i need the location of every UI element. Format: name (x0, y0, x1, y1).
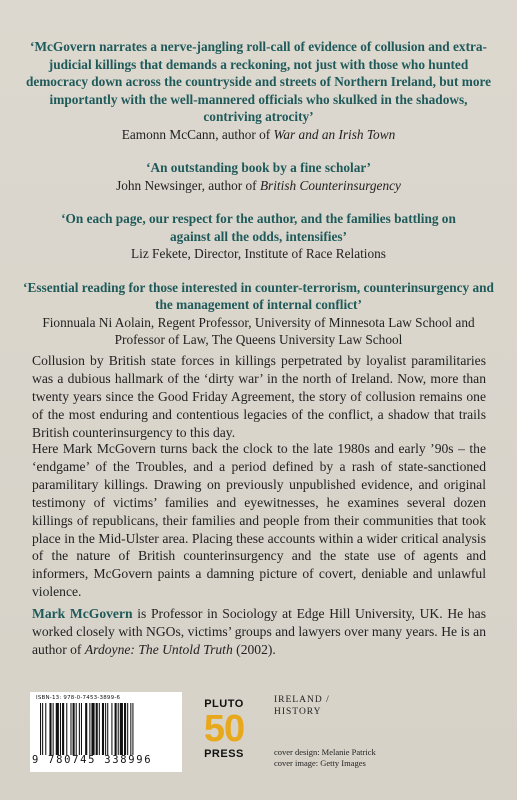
barcode-bar (49, 703, 51, 755)
barcode-bar (42, 703, 43, 755)
endorsement-2 (20, 159, 497, 194)
barcode-bar (118, 703, 119, 755)
barcode-bar (73, 703, 75, 755)
barcode-bar (124, 703, 126, 755)
barcode-bar (111, 703, 112, 755)
barcode-bars (40, 703, 172, 755)
attribution-author: Eamonn McCann, author of (121, 126, 274, 142)
category-line-1: IRELAND / (274, 695, 330, 705)
endorsement-4 (20, 279, 497, 349)
endorsement-3 (20, 210, 497, 263)
barcode-bar (130, 703, 131, 755)
barcode-bar (81, 703, 82, 755)
barcode-bar (105, 703, 106, 755)
barcode-bar (120, 703, 123, 755)
blurb-paragraph-2: Here Mark McGovern turns back the clock to the late 1980s and early ’90s – the ‘endgame’ of the Troubles, and a period defined by a rash of state-sanctioned paramilitary killings. Drawing on previously unpublished evidence, and original testimony of victims’ families and eyewitnesses, he examines several dozen killings of republicans, their families and people from their communities that took place in the Mid-Ulster area. Placing these accounts within a wider critical analysis of the nature of British counterinsurgency and the state use of agents and informers, McGovern paints a damning picture of covert, deniable and unlawful violence. (32, 441, 486, 600)
attribution-book: British Counterinsurgency (259, 177, 401, 193)
blurb-paragraph-1: Collusion by British state forces in killings perpetrated by loyalist paramilitaries was a dubious hallmark of the ‘dirty war’ in the north of Ireland. Now, more than twenty years since the Good Friday Agreement, the story of collusion remains one of the most enduring and contentious legacies of the conflict, a shadow that trails British counterinsurgency to this day. (32, 353, 486, 440)
barcode-bar (102, 703, 104, 755)
author-bio (32, 605, 486, 659)
publisher-logo (196, 698, 252, 760)
endorsement-quote: ‘Essential reading for those interested in counter-terrorism, counterinsurgency and the management of internal conflict’ (23, 279, 494, 312)
bio-text-end: (2002). (232, 641, 276, 657)
barcode-bar (127, 703, 128, 755)
author-name: Mark McGovern (32, 606, 133, 621)
subject-category (274, 694, 330, 718)
barcode-bar (89, 703, 90, 755)
endorsement-attribution (20, 177, 497, 195)
barcode-bar (132, 703, 133, 755)
barcode-bar (62, 703, 64, 755)
barcode-digits: 9 780745 338996 (32, 754, 153, 766)
barcode-bar (70, 703, 71, 755)
barcode-bar (56, 703, 59, 755)
endorsement-quote: ‘McGovern narrates a nerve-jangling roll-call of evidence of collusion and extra-judicial killings that demands a reckoning, not just with those who hunted democracy down across the countryside and streets of Northern Ireland, but more importantly with the well-mannered officials who skulked in the shadows, contriving atrocity’ (25, 39, 492, 124)
barcode-bar (107, 703, 108, 755)
cover-design-credit: cover design: Melanie Patrick (274, 747, 376, 757)
barcode-bar (96, 703, 98, 755)
endorsement-1 (20, 38, 497, 143)
barcode-bar (91, 703, 94, 755)
barcode (30, 692, 182, 772)
isbn-label: ISBN-13: 978-0-7453-3899-6 (36, 695, 121, 701)
publisher-name-bottom: PRESS (204, 748, 244, 760)
barcode-bar (40, 703, 41, 755)
barcode-bar (79, 703, 80, 755)
barcode-bar (99, 703, 100, 755)
publisher-anniversary-number: 50 (203, 708, 245, 750)
category-line-2: HISTORY (274, 707, 322, 717)
bio-book-title: Ardoyne: The Untold Truth (84, 641, 233, 657)
attribution-book: War and an Irish Town (273, 126, 396, 142)
endorsement-quote: ‘An outstanding book by a fine scholar’ (146, 160, 371, 175)
barcode-bar (60, 703, 61, 755)
endorsement-attribution: Liz Fekete, Director, Institute of Race Relations (131, 246, 386, 261)
attribution-author: John Newsinger, author of (116, 177, 260, 193)
barcode-bar (45, 703, 46, 755)
endorsement-attribution: Fionnuala Ni Aolain, Regent Professor, University of Minnesota Law School and Professor of Law, The Queens University Law School (42, 314, 475, 347)
cover-credits (274, 747, 376, 769)
endorsements (20, 38, 497, 365)
cover-image-credit: cover image: Getty Images (274, 758, 366, 768)
barcode-bar (115, 703, 117, 755)
publisher-name-top: PLUTO (204, 698, 244, 710)
bio-text: is Professor in Sociology at Edge Hill University, UK. He has worked closely with NGOs, victims’ groups and lawyers over many years. He is an author of (32, 606, 486, 657)
barcode-bar (53, 703, 54, 755)
endorsement-attribution (20, 126, 497, 144)
endorsement-quote: ‘On each page, our respect for the author, and the families battling on against all the odds, intensifies’ (61, 211, 456, 244)
barcode-bar (66, 703, 67, 755)
barcode-bar (85, 703, 87, 755)
barcode-bar (76, 703, 77, 755)
